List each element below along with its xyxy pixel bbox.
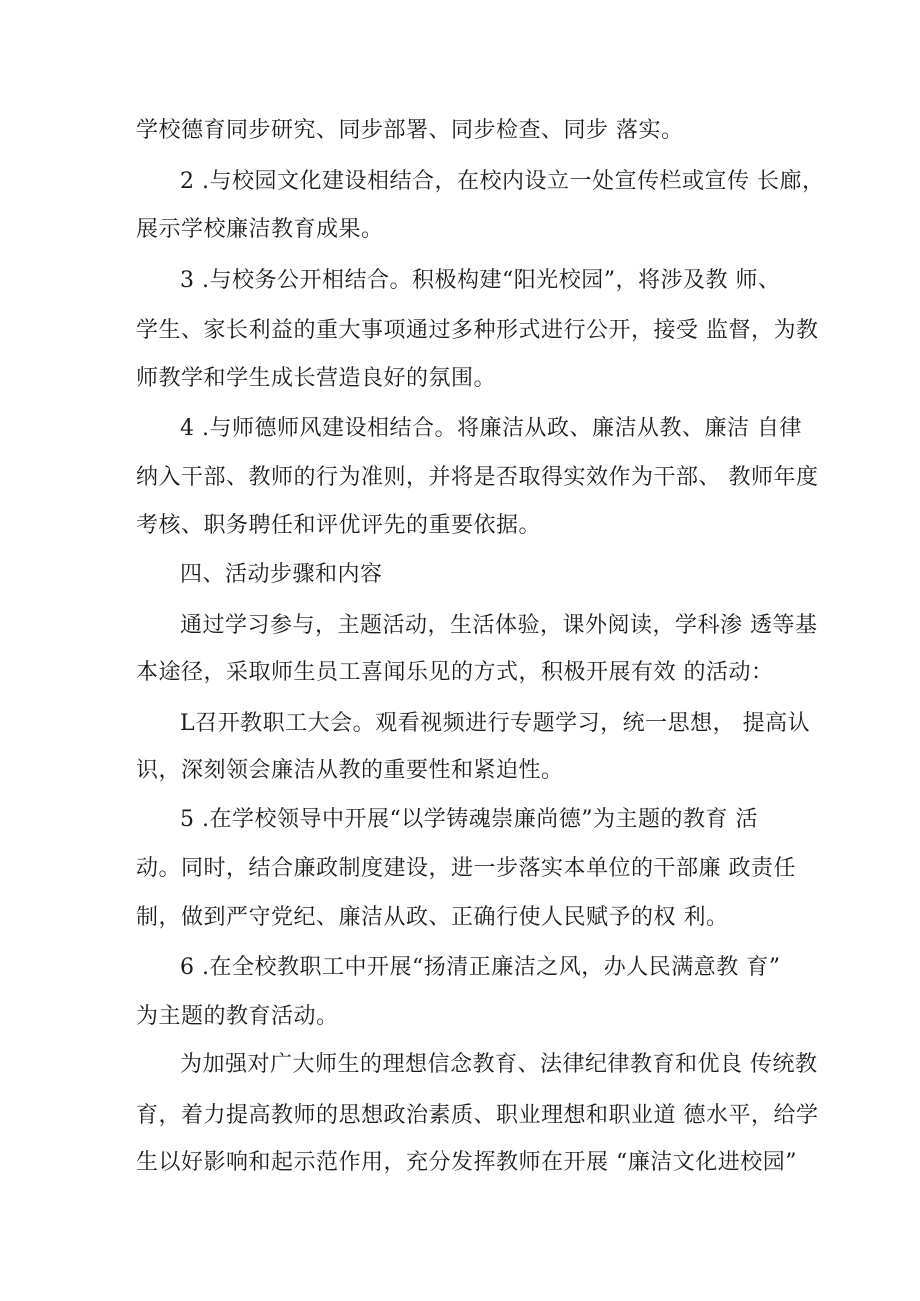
text-line: 学生、家长利益的重大事项通过多种形式进行公开，接受 监督，为教 bbox=[136, 318, 819, 343]
text-line: 6 .在全校教职工中开展“扬清正廉洁之风，办人民满意教 育” bbox=[180, 955, 781, 980]
text-line: 生以好影响和起示范作用，充分发挥教师在开展 “廉洁文化进校园” bbox=[136, 1150, 797, 1175]
text-line: 3 .与校务公开相结合。积极构建“阳光校园”，将涉及教 师、 bbox=[180, 268, 781, 293]
text-line: 展示学校廉洁教育成果。 bbox=[136, 217, 384, 242]
text-line: 为加强对广大师生的理想信念教育、法律纪律教育和优良 传统教 bbox=[180, 1052, 818, 1077]
text-line: 识，深刻领会廉洁从教的重要性和紧迫性。 bbox=[136, 758, 564, 783]
section-heading: 四、活动步骤和内容 bbox=[180, 562, 383, 587]
text-line: 学校德育同步研究、同步部署、同步检查、同步 落实。 bbox=[136, 118, 684, 143]
text-line: 师教学和学生成长营造良好的氛围。 bbox=[136, 366, 497, 391]
text-line: 育，着力提高教师的思想政治素质、职业理想和职业道 德水平，给学 bbox=[136, 1103, 819, 1128]
text-line: 通过学习参与，主题活动，生活体验，课外阅读，学科渗 透等基 bbox=[180, 613, 818, 638]
text-line: L召开教职工大会。观看视频进行专题学习，统一思想， 提高认 bbox=[180, 711, 811, 736]
text-line: 纳入干部、教师的行为准则，并将是否取得实效作为干部、 教师年度 bbox=[136, 465, 819, 490]
text-line: 动。同时，结合廉政制度建设，进一步落实本单位的干部廉 政责任 bbox=[136, 856, 796, 881]
text-line: 考核、职务聘任和评优评先的重要依据。 bbox=[136, 513, 542, 538]
text-line: 本途径，采取师生员工喜闻乐见的方式，积极开展有效 的活动： bbox=[136, 660, 774, 685]
text-line: 制，做到严守党纪、廉洁从政、正确行使人民赋予的权 利。 bbox=[136, 905, 729, 930]
text-line: 为主题的教育活动。 bbox=[136, 1004, 339, 1029]
text-line: 5 .在学校领导中开展“以学铸魂崇廉尚德”为主题的教育 活 bbox=[180, 807, 758, 832]
text-line: 2 .与校园文化建设相结合，在校内设立一处宣传栏或宣传 长廊， bbox=[180, 169, 825, 194]
text-line: 4 .与师德师风建设相结合。将廉洁从政、廉洁从教、廉洁 自律 bbox=[180, 416, 802, 441]
